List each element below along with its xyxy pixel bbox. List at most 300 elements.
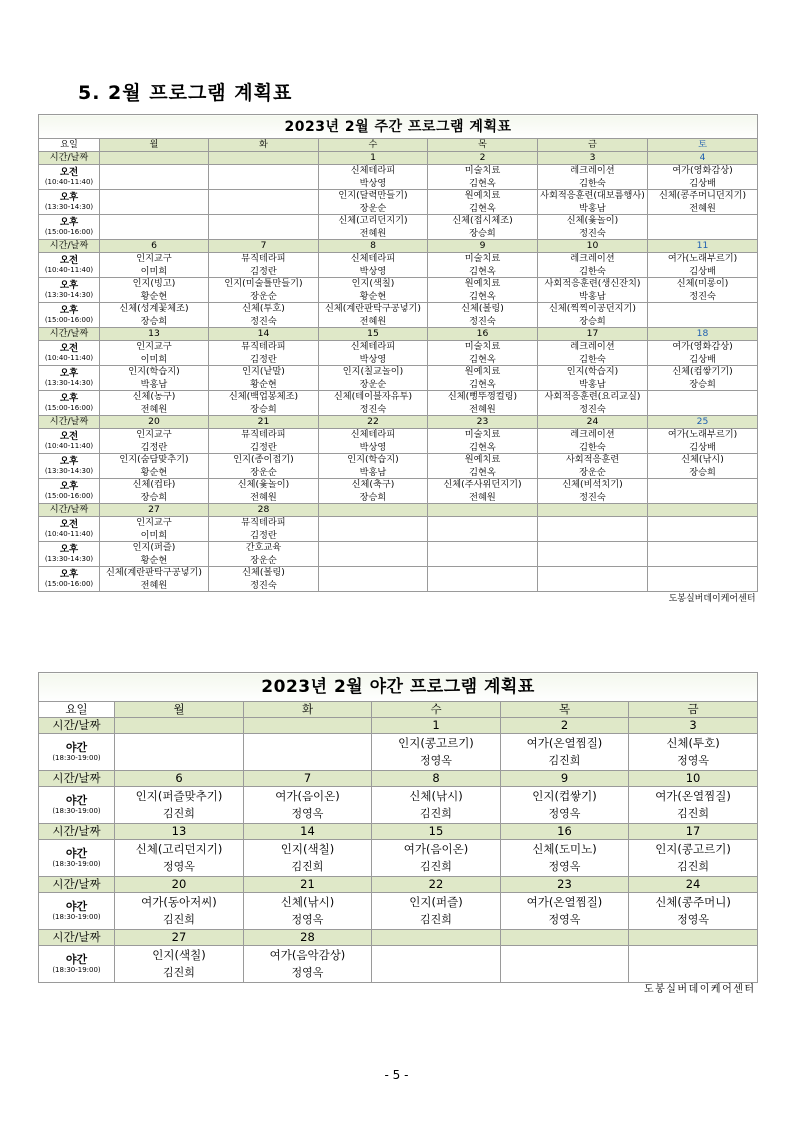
program-name: 인지(컵쌓기) bbox=[532, 789, 597, 804]
program-cell bbox=[319, 454, 428, 479]
program-cell bbox=[428, 303, 538, 328]
program-name: 사회적응훈련 bbox=[565, 454, 620, 466]
program-cell bbox=[428, 391, 538, 416]
date-cell bbox=[372, 930, 501, 946]
program-cell bbox=[100, 165, 209, 190]
staff-name: 정영옥 bbox=[548, 912, 581, 926]
program-name: 신체(뻥뚜껑컬링) bbox=[447, 391, 518, 403]
program-cell bbox=[115, 946, 244, 983]
date-cell: 10 bbox=[629, 771, 758, 787]
program-cell bbox=[648, 454, 758, 479]
program-name: 여가(노래부르기) bbox=[667, 253, 738, 265]
slot-time: (10:40-11:40) bbox=[44, 530, 94, 539]
date-cell: 13 bbox=[100, 328, 209, 341]
staff-name: 김현옥 bbox=[469, 290, 496, 302]
program-cell bbox=[244, 734, 372, 771]
day-header-row bbox=[39, 702, 758, 718]
date-cell bbox=[538, 504, 648, 517]
staff-name: 정영옥 bbox=[291, 806, 324, 820]
staff-name: 김정란 bbox=[250, 353, 277, 365]
program-cell bbox=[100, 303, 209, 328]
program-cell bbox=[319, 253, 428, 278]
program-name: 원예치료 bbox=[464, 278, 501, 290]
staff-name: 김진희 bbox=[163, 806, 195, 820]
program-cell bbox=[428, 253, 538, 278]
program-cell bbox=[319, 303, 428, 328]
staff-name: 박상영 bbox=[359, 353, 387, 365]
program-cell bbox=[209, 517, 319, 542]
slot-time: (18:30-19:00) bbox=[52, 860, 101, 868]
program-cell bbox=[319, 479, 428, 504]
table-row bbox=[39, 946, 758, 983]
program-name: 인지(낱말) bbox=[242, 366, 285, 378]
date-cell bbox=[115, 718, 244, 734]
slot-time: (18:30-19:00) bbox=[52, 966, 101, 974]
staff-name: 정진숙 bbox=[359, 403, 387, 415]
program-cell bbox=[319, 391, 428, 416]
program-name: 뮤직테라피 bbox=[241, 341, 286, 353]
program-cell bbox=[100, 215, 209, 240]
slot-time: (13:30-14:30) bbox=[44, 467, 94, 476]
staff-name: 전혜원 bbox=[359, 315, 387, 327]
table-row bbox=[39, 517, 758, 542]
day-header: 수 bbox=[319, 139, 428, 152]
program-name: 신체(찍찍이공던지기) bbox=[548, 303, 637, 315]
program-cell bbox=[538, 454, 648, 479]
program-cell bbox=[538, 215, 648, 240]
staff-name: 김현옥 bbox=[469, 353, 496, 365]
program-cell bbox=[115, 893, 244, 930]
program-cell bbox=[538, 253, 648, 278]
table-row bbox=[39, 190, 758, 215]
program-cell bbox=[648, 567, 758, 592]
date-cell: 1 bbox=[372, 718, 501, 734]
program-cell bbox=[209, 567, 319, 592]
program-name: 레크레이션 bbox=[570, 165, 615, 177]
program-cell bbox=[428, 517, 538, 542]
date-cell: 6 bbox=[115, 771, 244, 787]
slot-label bbox=[39, 278, 100, 303]
program-cell bbox=[209, 479, 319, 504]
program-cell bbox=[428, 454, 538, 479]
program-name: 신체(비석치기) bbox=[562, 479, 623, 491]
slot-label bbox=[39, 391, 100, 416]
day-header: 화 bbox=[209, 139, 319, 152]
program-name: 인지(빙고) bbox=[132, 278, 176, 290]
slot-label bbox=[39, 454, 100, 479]
staff-name: 김현옥 bbox=[469, 265, 496, 277]
program-cell bbox=[501, 787, 629, 824]
staff-name: 이미희 bbox=[140, 353, 168, 365]
slot-label bbox=[39, 253, 100, 278]
staff-name: 장승희 bbox=[689, 466, 716, 478]
program-cell bbox=[100, 429, 209, 454]
slot-label bbox=[39, 946, 115, 983]
staff-name: 정영옥 bbox=[163, 859, 195, 873]
slot-name: 야간 bbox=[65, 794, 88, 807]
date-cell bbox=[244, 718, 372, 734]
staff-name: 장승희 bbox=[469, 227, 496, 239]
staff-name: 김진희 bbox=[677, 859, 709, 873]
slot-time: (10:40-11:40) bbox=[44, 442, 94, 451]
table-row bbox=[39, 391, 758, 416]
date-cell: 24 bbox=[629, 877, 758, 893]
slot-label bbox=[39, 303, 100, 328]
date-cell bbox=[648, 504, 758, 517]
staff-name: 김상배 bbox=[689, 353, 716, 365]
table-row bbox=[39, 567, 758, 592]
program-cell bbox=[538, 542, 648, 567]
program-name: 인지(학습지) bbox=[128, 366, 180, 378]
program-name: 미술치료 bbox=[464, 429, 501, 441]
program-cell bbox=[372, 840, 501, 877]
date-cell bbox=[209, 152, 319, 165]
program-cell bbox=[100, 341, 209, 366]
staff-name: 김진희 bbox=[420, 806, 452, 820]
program-name: 원예치료 bbox=[464, 454, 501, 466]
date-row bbox=[39, 504, 758, 517]
table-row bbox=[39, 840, 758, 877]
program-cell bbox=[319, 278, 428, 303]
staff-name: 박홍남 bbox=[359, 466, 387, 478]
slot-time: (13:30-14:30) bbox=[44, 291, 94, 300]
program-cell bbox=[209, 341, 319, 366]
table-row bbox=[39, 429, 758, 454]
slot-label bbox=[39, 893, 115, 930]
program-cell bbox=[100, 253, 209, 278]
program-cell bbox=[209, 391, 319, 416]
program-cell bbox=[100, 391, 209, 416]
program-cell bbox=[428, 542, 538, 567]
date-cell: 9 bbox=[501, 771, 629, 787]
program-name: 여가(음이온) bbox=[275, 789, 340, 804]
staff-name: 정영옥 bbox=[291, 912, 324, 926]
program-cell bbox=[209, 303, 319, 328]
program-name: 신체(성계꽃체조) bbox=[119, 303, 189, 315]
footer-row bbox=[39, 592, 758, 607]
program-cell bbox=[319, 215, 428, 240]
day-header: 수 bbox=[372, 702, 501, 718]
program-cell bbox=[115, 787, 244, 824]
program-name: 신체(볼링) bbox=[242, 567, 285, 579]
program-name: 신체(낚시) bbox=[409, 789, 463, 804]
day-header: 월 bbox=[100, 139, 209, 152]
staff-name: 전혜원 bbox=[140, 403, 168, 415]
program-cell bbox=[209, 366, 319, 391]
slot-label bbox=[39, 190, 100, 215]
table-row bbox=[39, 278, 758, 303]
staff-name: 황순현 bbox=[250, 378, 277, 390]
program-cell bbox=[372, 893, 501, 930]
program-name: 신체(접시체조) bbox=[452, 215, 513, 227]
staff-name: 장승희 bbox=[250, 403, 277, 415]
table-title: 2023년 2월 야간 프로그램 계획표 bbox=[39, 673, 758, 702]
slot-time: (15:00-16:00) bbox=[44, 316, 94, 325]
night-schedule-table bbox=[38, 672, 758, 997]
date-label: 시간/날짜 bbox=[39, 771, 115, 787]
program-cell bbox=[428, 341, 538, 366]
date-cell: 28 bbox=[209, 504, 319, 517]
staff-name: 장운순 bbox=[579, 466, 606, 478]
program-name: 신체(백업봉체조) bbox=[228, 391, 299, 403]
date-row bbox=[39, 771, 758, 787]
program-cell bbox=[244, 946, 372, 983]
date-cell: 18 bbox=[648, 328, 758, 341]
day-header: 목 bbox=[501, 702, 629, 718]
program-name: 신체(콩주머니) bbox=[655, 895, 731, 910]
staff-name: 정영옥 bbox=[548, 806, 581, 820]
program-cell bbox=[100, 542, 209, 567]
program-cell bbox=[538, 165, 648, 190]
program-name: 인지(색칠) bbox=[351, 278, 395, 290]
date-row bbox=[39, 930, 758, 946]
program-cell bbox=[629, 893, 758, 930]
program-name: 신체(볼링) bbox=[461, 303, 504, 315]
date-label: 시간/날짜 bbox=[39, 718, 115, 734]
program-name: 간호교육 bbox=[245, 542, 282, 554]
program-cell bbox=[648, 341, 758, 366]
program-name: 인지(퍼즐맞추기) bbox=[135, 789, 223, 804]
staff-name: 김한숙 bbox=[579, 441, 606, 453]
date-cell: 15 bbox=[372, 824, 501, 840]
program-name: 인지(칠교놀이) bbox=[342, 366, 404, 378]
staff-name: 박홍남 bbox=[579, 202, 606, 214]
staff-name: 정진숙 bbox=[250, 579, 277, 591]
staff-name: 김정란 bbox=[250, 529, 277, 541]
slot-time: (18:30-19:00) bbox=[52, 913, 101, 921]
slot-label bbox=[39, 542, 100, 567]
program-name: 뮤직테라피 bbox=[241, 517, 286, 529]
date-cell: 20 bbox=[115, 877, 244, 893]
date-cell: 13 bbox=[115, 824, 244, 840]
table-row bbox=[39, 253, 758, 278]
program-cell bbox=[115, 840, 244, 877]
date-cell: 11 bbox=[648, 240, 758, 253]
table-row bbox=[39, 303, 758, 328]
program-cell bbox=[209, 165, 319, 190]
program-cell bbox=[428, 190, 538, 215]
program-cell bbox=[648, 215, 758, 240]
date-label: 시간/날짜 bbox=[39, 930, 115, 946]
staff-name: 장운순 bbox=[359, 378, 387, 390]
program-cell bbox=[648, 429, 758, 454]
program-name: 여가(영화감상) bbox=[672, 341, 733, 353]
date-cell: 22 bbox=[372, 877, 501, 893]
program-name: 뮤직테라피 bbox=[241, 429, 286, 441]
program-cell bbox=[648, 542, 758, 567]
program-cell bbox=[319, 366, 428, 391]
slot-label bbox=[39, 341, 100, 366]
program-name: 여가(온열찜질) bbox=[655, 789, 731, 804]
date-cell: 24 bbox=[538, 416, 648, 429]
date-cell: 10 bbox=[538, 240, 648, 253]
table-title: 2023년 2월 주간 프로그램 계획표 bbox=[39, 115, 758, 139]
program-cell bbox=[244, 893, 372, 930]
program-name: 신체테라피 bbox=[350, 165, 396, 177]
staff-name: 박홍남 bbox=[140, 378, 168, 390]
program-cell bbox=[100, 517, 209, 542]
program-name: 인지(퍼즐) bbox=[132, 542, 176, 554]
slot-time: (15:00-16:00) bbox=[44, 492, 94, 501]
staff-name: 김진희 bbox=[163, 965, 195, 979]
program-name: 인지(퍼즐) bbox=[409, 895, 463, 910]
table-row bbox=[39, 341, 758, 366]
program-name: 미술치료 bbox=[464, 341, 501, 353]
staff-name: 김상배 bbox=[689, 177, 716, 189]
date-cell: 2 bbox=[428, 152, 538, 165]
center-name: 도봉실버데이케어센터 bbox=[39, 983, 758, 998]
date-row bbox=[39, 877, 758, 893]
staff-name: 김현옥 bbox=[469, 441, 496, 453]
date-label: 시간/날짜 bbox=[39, 877, 115, 893]
program-name: 신체(컵쌓기기) bbox=[672, 366, 733, 378]
staff-name: 김진희 bbox=[291, 859, 324, 873]
program-cell bbox=[648, 303, 758, 328]
date-cell: 15 bbox=[319, 328, 428, 341]
staff-name: 장승희 bbox=[689, 378, 716, 390]
program-name: 신체(컵타) bbox=[132, 479, 176, 491]
program-cell bbox=[538, 567, 648, 592]
program-cell bbox=[538, 429, 648, 454]
program-name: 인지(학습지) bbox=[347, 454, 399, 466]
slot-name: 오후 bbox=[59, 216, 79, 228]
day-header: 토 bbox=[648, 139, 758, 152]
program-cell bbox=[319, 165, 428, 190]
date-cell: 8 bbox=[372, 771, 501, 787]
slot-name: 오전 bbox=[59, 430, 79, 442]
staff-name: 박홍남 bbox=[579, 378, 606, 390]
program-cell bbox=[428, 278, 538, 303]
program-cell bbox=[501, 893, 629, 930]
program-name: 여가(음이온) bbox=[403, 842, 469, 857]
slot-name: 야간 bbox=[65, 900, 88, 913]
staff-name: 김진희 bbox=[677, 806, 709, 820]
program-cell bbox=[372, 734, 501, 771]
date-cell: 21 bbox=[244, 877, 372, 893]
staff-name: 김정란 bbox=[140, 441, 168, 453]
date-cell: 20 bbox=[100, 416, 209, 429]
date-cell: 21 bbox=[209, 416, 319, 429]
date-row bbox=[39, 718, 758, 734]
table-row bbox=[39, 893, 758, 930]
program-name: 인지교구 bbox=[136, 253, 172, 265]
date-cell bbox=[100, 152, 209, 165]
program-cell bbox=[100, 567, 209, 592]
staff-name: 전혜원 bbox=[250, 491, 277, 503]
slot-label bbox=[39, 517, 100, 542]
program-cell bbox=[648, 190, 758, 215]
slot-label bbox=[39, 215, 100, 240]
staff-name: 박홍남 bbox=[579, 290, 606, 302]
program-cell bbox=[629, 840, 758, 877]
staff-name: 정진숙 bbox=[579, 403, 606, 415]
date-cell: 23 bbox=[501, 877, 629, 893]
slot-time: (18:30-19:00) bbox=[52, 807, 101, 815]
slot-name: 야간 bbox=[65, 741, 88, 754]
program-name: 레크레이션 bbox=[570, 429, 615, 441]
slot-name: 오전 bbox=[59, 518, 79, 530]
program-cell bbox=[648, 253, 758, 278]
program-name: 인지(색칠) bbox=[152, 948, 206, 963]
staff-name: 황순현 bbox=[359, 290, 387, 302]
slot-name: 오후 bbox=[59, 191, 79, 203]
date-label: 시간/날짜 bbox=[39, 416, 100, 429]
program-name: 미술치료 bbox=[464, 253, 501, 265]
program-name: 인지(색칠) bbox=[280, 842, 335, 857]
program-name: 인지(달력만들기) bbox=[338, 190, 408, 202]
staff-name: 박상영 bbox=[359, 441, 387, 453]
slot-time: (18:30-19:00) bbox=[52, 754, 101, 762]
program-name: 신체(계란판탁구공넣기) bbox=[325, 303, 421, 315]
slot-name: 오후 bbox=[59, 304, 79, 316]
day-header: 월 bbox=[115, 702, 244, 718]
slot-name: 야간 bbox=[65, 953, 88, 966]
slot-name: 오전 bbox=[59, 254, 79, 266]
program-name: 여가(영화감상) bbox=[672, 165, 733, 177]
slot-label bbox=[39, 787, 115, 824]
program-name: 신체(낚시) bbox=[280, 895, 335, 910]
staff-name: 정영옥 bbox=[420, 753, 452, 767]
program-cell bbox=[372, 787, 501, 824]
slot-label bbox=[39, 567, 100, 592]
slot-time: (10:40-11:40) bbox=[44, 354, 94, 363]
program-cell bbox=[629, 787, 758, 824]
date-cell: 14 bbox=[209, 328, 319, 341]
program-name: 인지(콩고르기) bbox=[655, 842, 731, 857]
program-name: 신체테라피 bbox=[350, 429, 396, 441]
slot-label bbox=[39, 734, 115, 771]
day-header: 금 bbox=[629, 702, 758, 718]
date-cell: 22 bbox=[319, 416, 428, 429]
program-cell bbox=[648, 366, 758, 391]
staff-name: 장승희 bbox=[579, 315, 606, 327]
staff-name: 황순현 bbox=[140, 554, 168, 566]
staff-name: 정영옥 bbox=[291, 965, 324, 979]
date-cell: 3 bbox=[538, 152, 648, 165]
slot-name: 오후 bbox=[59, 455, 79, 467]
program-name: 사회적응훈련(요리교실) bbox=[544, 391, 641, 403]
staff-name: 김상배 bbox=[689, 441, 716, 453]
program-cell bbox=[209, 429, 319, 454]
table-row bbox=[39, 165, 758, 190]
table-row bbox=[39, 454, 758, 479]
program-cell bbox=[319, 517, 428, 542]
program-cell bbox=[538, 303, 648, 328]
date-cell: 7 bbox=[209, 240, 319, 253]
staff-name: 김현옥 bbox=[469, 202, 496, 214]
staff-name: 김진희 bbox=[548, 753, 581, 767]
staff-name: 황순현 bbox=[140, 466, 168, 478]
date-label: 시간/날짜 bbox=[39, 328, 100, 341]
program-cell bbox=[648, 165, 758, 190]
program-cell bbox=[100, 278, 209, 303]
staff-name: 전혜원 bbox=[140, 579, 168, 591]
table-row bbox=[39, 479, 758, 504]
staff-name: 황순현 bbox=[140, 290, 168, 302]
program-cell bbox=[319, 341, 428, 366]
date-cell bbox=[629, 930, 758, 946]
date-cell: 27 bbox=[100, 504, 209, 517]
date-cell: 14 bbox=[244, 824, 372, 840]
program-name: 인지(미술틀만들기) bbox=[224, 278, 303, 290]
program-name: 여가(음악감상) bbox=[269, 948, 346, 963]
date-label: 시간/날짜 bbox=[39, 152, 100, 165]
program-cell bbox=[538, 278, 648, 303]
staff-name: 이미희 bbox=[140, 265, 168, 277]
date-cell: 28 bbox=[244, 930, 372, 946]
date-cell bbox=[319, 504, 428, 517]
footer-row bbox=[39, 983, 758, 998]
